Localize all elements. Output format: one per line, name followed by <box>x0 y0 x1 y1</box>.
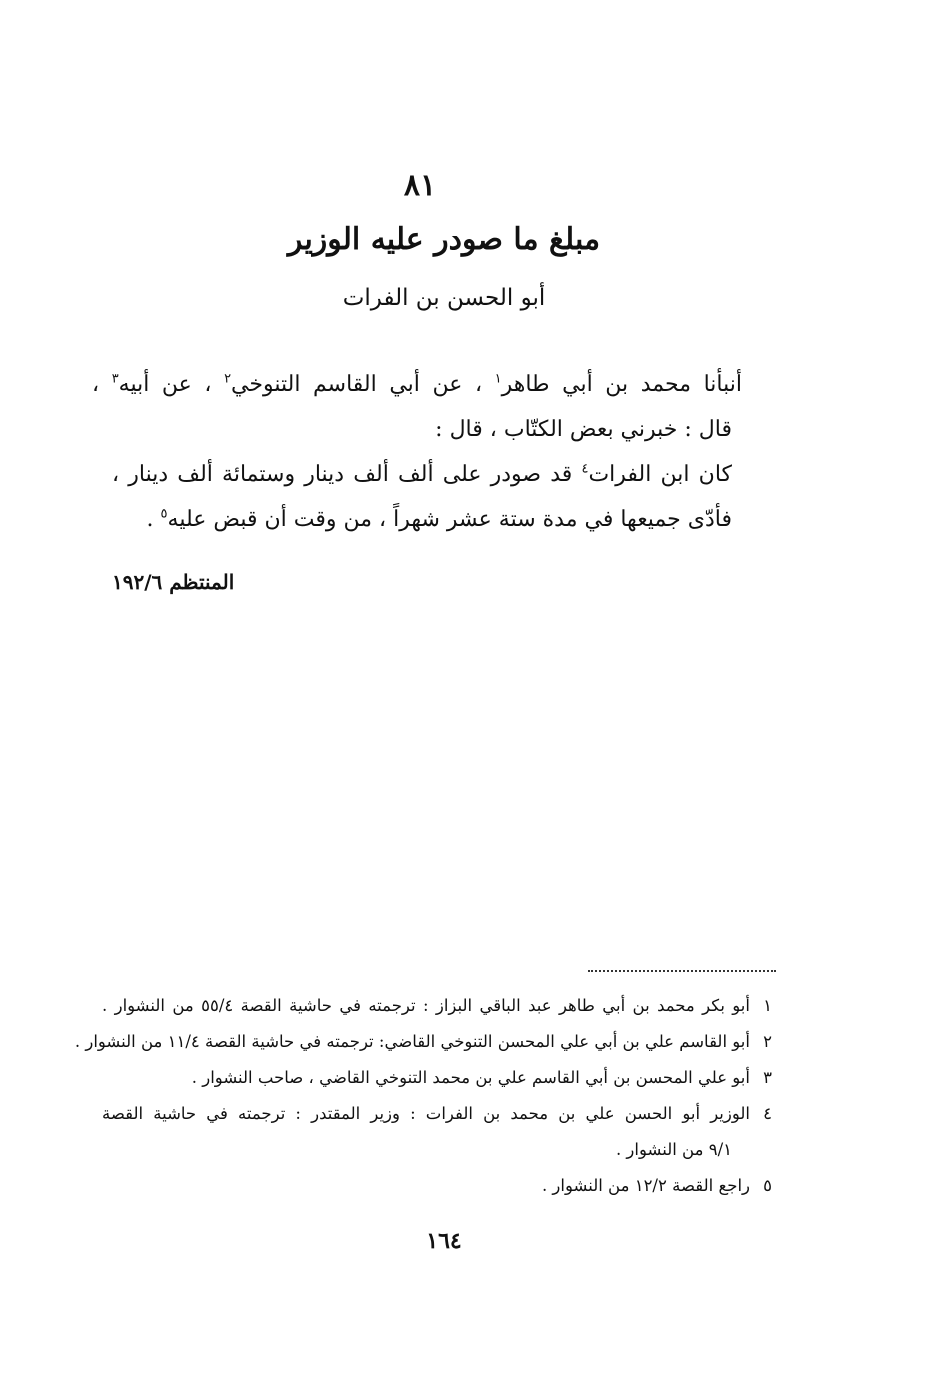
footnotes <box>74 988 772 1204</box>
footnote-number: ٤ <box>763 1104 772 1123</box>
story-number: ٨١ <box>403 168 437 203</box>
footnote-number: ٥ <box>763 1176 772 1195</box>
footnote-text: أبو بكر محمد بن أبي طاهر عبد الباقي البزاز : ترجمته في حاشية القصة ٥٥/٤ من النشوار . <box>102 996 750 1015</box>
body-text: أنبأنا محمد بن أبي طاهر <box>501 372 742 397</box>
source-citation: المنتظم ١٩٢/٦ <box>112 570 235 594</box>
footnote-5 <box>102 1168 772 1204</box>
story-body <box>92 362 742 542</box>
story-subtitle: أبو الحسن بن الفرات <box>342 285 546 311</box>
footnote-number: ١ <box>763 996 772 1015</box>
footnote-number: ٣ <box>763 1068 772 1087</box>
footnote-ref: ١ <box>494 371 502 387</box>
page-number: ١٦٤ <box>426 1228 462 1254</box>
story-title: مبلغ ما صودر عليه الوزير <box>287 222 601 257</box>
footnote-number: ٢ <box>763 1032 772 1051</box>
footnote-text: أبو القاسم علي بن أبي علي المحسن التنوخي القاضي: ترجمته في حاشية القصة ١١/٤ من النشوار . <box>74 1032 750 1051</box>
body-line-4 <box>112 497 732 542</box>
footnote-ref: ٢ <box>224 371 232 387</box>
footnote-ref: ٣ <box>111 371 119 387</box>
footnote-ref: ٤ <box>581 461 589 477</box>
body-text: قد صودر على ألف ألف دينار وستمائة ألف دينار ، <box>112 462 582 487</box>
body-line-3 <box>112 452 732 497</box>
body-text: ، عن أبيه <box>118 372 225 397</box>
body-line-2: قال : خبرني بعض الكتّاب ، قال : <box>435 417 732 442</box>
body-line-1 <box>92 362 742 407</box>
footnote-3 <box>102 1060 772 1096</box>
footnote-divider <box>588 970 776 972</box>
footnote-2 <box>74 1024 772 1060</box>
footnote-text: أبو علي المحسن بن أبي القاسم علي بن محمد التنوخي القاضي ، صاحب النشوار . <box>191 1068 750 1087</box>
footnote-4 <box>102 1096 772 1132</box>
body-text: فأدّى جميعها في مدة ستة عشر شهراً ، من وقت أن قبض عليه <box>167 507 732 532</box>
footnote-4-continued: ٩/١ من النشوار . <box>615 1140 732 1159</box>
body-text: ، <box>92 372 112 397</box>
footnote-1 <box>102 988 772 1024</box>
footnote-ref: ٥ <box>160 506 168 522</box>
body-text: . <box>146 507 161 532</box>
body-text: ، عن أبي القاسم التنوخي <box>231 372 495 397</box>
body-text: كان ابن الفرات <box>588 462 732 487</box>
footnote-text: راجع القصة ١٢/٢ من النشوار . <box>541 1176 750 1195</box>
footnote-text: الوزير أبو الحسن علي بن محمد بن الفرات : وزير المقتدر : ترجمته في حاشية القصة <box>102 1104 750 1123</box>
